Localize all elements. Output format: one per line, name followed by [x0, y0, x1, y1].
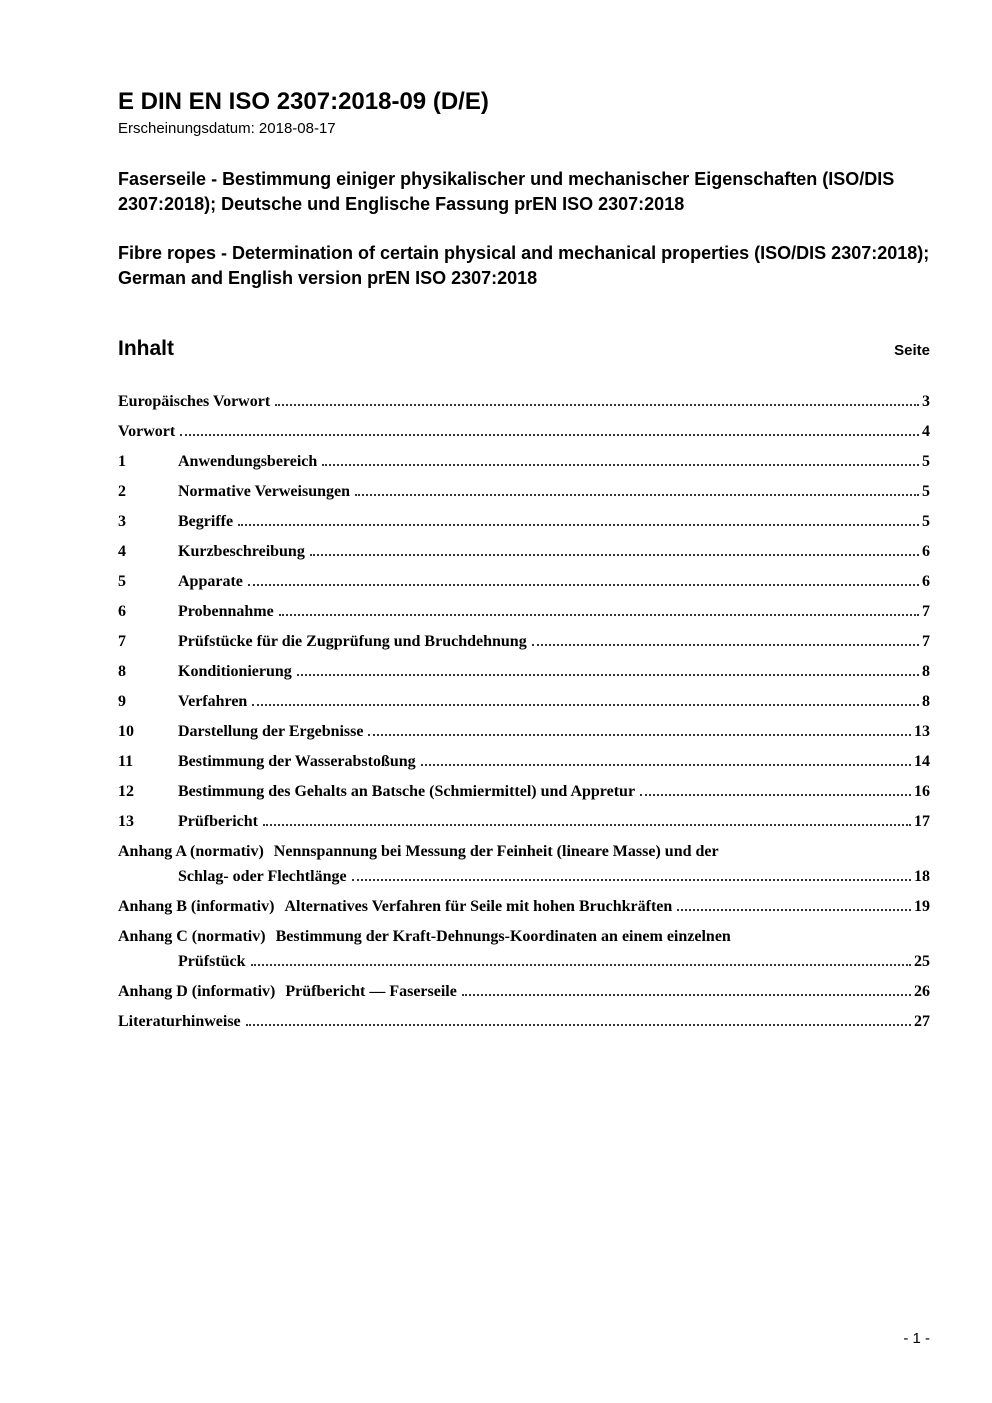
toc-entry — [118, 543, 930, 560]
toc-entry-line — [118, 753, 930, 770]
toc-entry-number: 1 — [118, 453, 126, 470]
toc-dotted-leader — [532, 641, 919, 646]
document-title: E DIN EN ISO 2307:2018-09 (D/E) — [118, 88, 489, 115]
toc-entry — [118, 513, 930, 530]
toc-dotted-leader — [310, 551, 919, 556]
toc-entry-label: Literaturhinweise — [118, 1013, 241, 1030]
toc-entry-number: 7 — [118, 633, 126, 650]
toc-entry-page: 3 — [922, 393, 930, 410]
toc-entry-page: 7 — [922, 633, 930, 650]
toc-entry-number: 8 — [118, 663, 126, 680]
toc-entry-prefix: Anhang A (normativ) — [118, 843, 264, 860]
toc-entry-line — [118, 663, 930, 680]
toc-entry — [118, 393, 930, 410]
toc-entry-line — [118, 898, 930, 915]
toc-entry-label: Konditionierung — [178, 663, 292, 680]
toc-entry-page: 5 — [922, 453, 930, 470]
toc-entry-page: 8 — [922, 663, 930, 680]
toc-entry-line — [118, 983, 930, 1000]
toc-entry-prefix: Anhang B (informativ) — [118, 898, 275, 915]
toc-entry — [118, 453, 930, 470]
toc-entry-label: Darstellung der Ergebnisse — [178, 723, 364, 740]
toc-entry-label: Bestimmung des Gehalts an Batsche (Schmiermittel) und Appretur — [178, 783, 636, 800]
toc-entry-label: Bestimmung der Wasserabstoßung — [178, 753, 416, 770]
toc-entry-line — [118, 453, 930, 470]
toc-entry-page: 14 — [914, 753, 930, 770]
toc-entry-label: Probennahme — [178, 603, 274, 620]
toc-entry — [118, 693, 930, 710]
toc-entry-page: 27 — [914, 1013, 930, 1030]
toc-list — [118, 393, 930, 1030]
toc-entry-page: 4 — [922, 423, 930, 440]
toc-entry-line — [118, 423, 930, 440]
toc-entry-label: Prüfbericht — [178, 813, 258, 830]
toc-entry-line — [118, 483, 930, 500]
toc-entry — [118, 1013, 930, 1030]
toc-entry-line — [118, 573, 930, 590]
toc-entry-label: Bestimmung der Kraft-Dehnungs-Koordinaten an einem einzelnen — [275, 928, 731, 945]
toc-dotted-leader — [275, 401, 919, 406]
toc-entry-number: 10 — [118, 723, 134, 740]
toc-entry-page: 17 — [914, 813, 930, 830]
toc-entry-label: Alternatives Verfahren für Seile mit hohen Bruchkräften — [284, 898, 673, 915]
toc-entry-page: 6 — [922, 543, 930, 560]
toc-entry-page: 8 — [922, 693, 930, 710]
toc-dotted-leader — [352, 876, 911, 881]
toc-dotted-leader — [677, 906, 911, 911]
toc-entry-number: 13 — [118, 813, 134, 830]
toc-page-column-label: Seite — [894, 342, 930, 359]
toc-entry-page: 19 — [914, 898, 930, 915]
toc-entry-line — [118, 928, 930, 945]
toc-entry — [118, 843, 930, 885]
toc-entry-label: Kurzbeschreibung — [178, 543, 305, 560]
toc-entry-page: 7 — [922, 603, 930, 620]
toc-entry-prefix: Anhang C (normativ) — [118, 928, 266, 945]
toc-header — [118, 337, 930, 361]
toc-dotted-leader — [263, 821, 911, 826]
toc-entry-number: 6 — [118, 603, 126, 620]
toc-dotted-leader — [246, 1021, 911, 1026]
toc-entry-page: 5 — [922, 483, 930, 500]
toc-entry-line-continued — [118, 953, 930, 970]
toc-entry — [118, 483, 930, 500]
toc-entry — [118, 753, 930, 770]
toc-entry-line — [118, 513, 930, 530]
toc-entry-label: Apparate — [178, 573, 243, 590]
toc-entry-label: Anwendungsbereich — [178, 453, 318, 470]
toc-entry-label: Europäisches Vorwort — [118, 393, 271, 410]
toc-entry-line — [118, 723, 930, 740]
toc-dotted-leader — [421, 761, 911, 766]
toc-entry-page: 6 — [922, 573, 930, 590]
toc-entry-label: Begriffe — [178, 513, 234, 530]
toc-entry-number: 4 — [118, 543, 126, 560]
toc-entry-number: 2 — [118, 483, 126, 500]
toc-entry-line — [118, 393, 930, 410]
publish-date: Erscheinungsdatum: 2018-08-17 — [118, 120, 336, 137]
toc-entry-page: 5 — [922, 513, 930, 530]
toc-entry-page: 13 — [914, 723, 930, 740]
toc-entry-page: 16 — [914, 783, 930, 800]
toc-entry-label: Vorwort — [118, 423, 176, 440]
toc-entry-prefix: Anhang D (informativ) — [118, 983, 276, 1000]
toc-dotted-leader — [252, 701, 919, 706]
toc-entry — [118, 423, 930, 440]
toc-entry-number: 3 — [118, 513, 126, 530]
toc-heading: Inhalt — [118, 337, 174, 360]
toc-entry — [118, 783, 930, 800]
toc-entry-line — [118, 783, 930, 800]
toc-dotted-leader — [322, 461, 919, 466]
toc-entry-line — [118, 813, 930, 830]
toc-entry-label: Prüfstücke für die Zugprüfung und Bruchdehnung — [178, 633, 527, 650]
toc-entry-line — [118, 843, 930, 860]
english-title: Fibre ropes - Determination of certain physical and mechanical properties (ISO/DIS 2307:2018); German and English version prEN ISO 2307:2018 — [118, 243, 930, 288]
toc-entry-number: 9 — [118, 693, 126, 710]
toc-entry-page: 25 — [914, 953, 930, 970]
german-title: Faserseile - Bestimmung einiger physikalischer und mechanischer Eigenschaften (ISO/DIS 2307:2018); Deutsche und Englische Fassung prEN ISO 2307:2018 — [118, 169, 895, 214]
toc-entry-line — [118, 603, 930, 620]
toc-entry-label: Nennspannung bei Messung der Feinheit (lineare Masse) und der — [273, 843, 719, 860]
toc-entry-label: Normative Verweisungen — [178, 483, 350, 500]
toc-entry — [118, 573, 930, 590]
toc-entry-number: 11 — [118, 753, 134, 770]
toc-dotted-leader — [251, 961, 911, 966]
toc-entry-page: 26 — [914, 983, 930, 1000]
toc-entry-number: 12 — [118, 783, 134, 800]
toc-dotted-leader — [238, 521, 919, 526]
toc-entry-line — [118, 543, 930, 560]
toc-entry — [118, 983, 930, 1000]
toc-entry-label-continued: Prüfstück — [178, 953, 246, 970]
toc-dotted-leader — [248, 581, 919, 586]
toc-entry — [118, 603, 930, 620]
toc-entry — [118, 723, 930, 740]
toc-dotted-leader — [368, 731, 911, 736]
toc-dotted-leader — [279, 611, 919, 616]
toc-entry-line — [118, 1013, 930, 1030]
toc-entry-label: Verfahren — [178, 693, 248, 710]
toc-entry-label: Prüfbericht — Faserseile — [285, 983, 457, 1000]
toc-entry — [118, 663, 930, 680]
toc-entry — [118, 633, 930, 650]
toc-dotted-leader — [462, 991, 911, 996]
toc-entry — [118, 928, 930, 970]
toc-dotted-leader — [355, 491, 919, 496]
toc-dotted-leader — [297, 671, 919, 676]
toc-dotted-leader — [640, 791, 911, 796]
toc-entry-line — [118, 693, 930, 710]
toc-entry-line-continued — [118, 868, 930, 885]
toc-entry-number: 5 — [118, 573, 126, 590]
toc-dotted-leader — [180, 431, 919, 436]
toc-entry-label-continued: Schlag- oder Flechtlänge — [178, 868, 347, 885]
toc-entry-line — [118, 633, 930, 650]
toc-entry — [118, 898, 930, 915]
toc-entry-page: 18 — [914, 868, 930, 885]
toc-entry — [118, 813, 930, 830]
page-number-footer: - 1 - — [903, 1330, 930, 1347]
